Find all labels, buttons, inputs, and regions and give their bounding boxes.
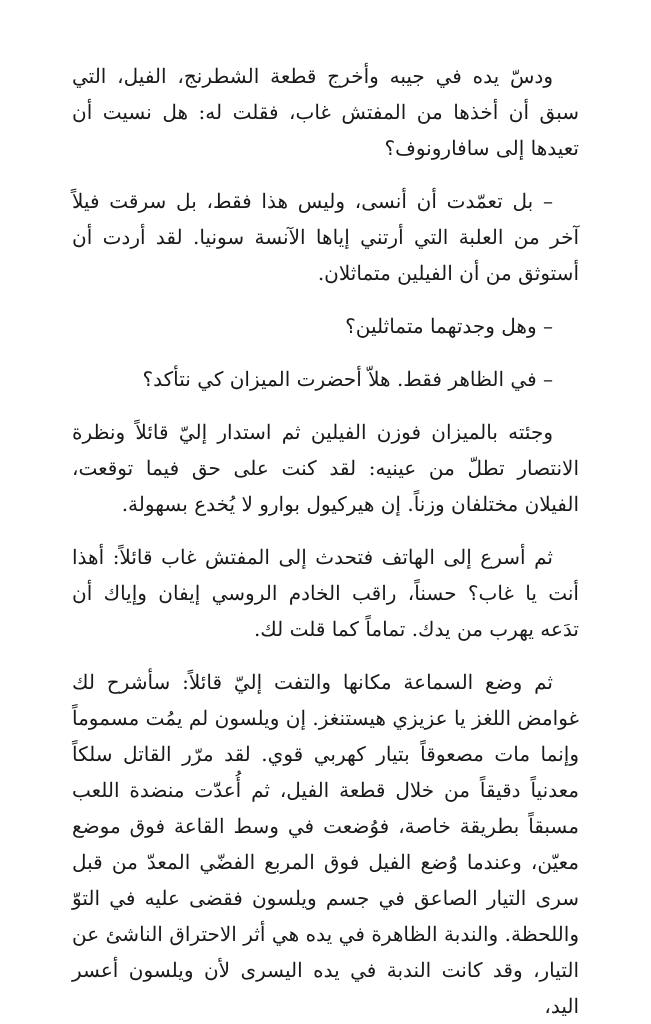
paragraph-narration: ودسّ يده في جيبه وأخرج قطعة الشطرنج، الفيل، التي سبق أن أخذها من المفتش غاب، فقلت له: هل نسيت أن تعيدها إلى سافارونوف؟ <box>72 64 579 160</box>
paragraph-dialogue: – بل تعمّدت أن أنسى، وليس هذا فقط، بل سرقت فيلاً آخر من العلبة التي أرتني إياها الآنسة سونيا. لقد أردت أن أستوثق من أن الفيلين متماثلان. <box>72 189 579 285</box>
paragraph-narration: ثم أسرع إلى الهاتف فتحدث إلى المفتش غاب قائلاً: أهذا أنت يا غاب؟ حسناً، راقب الخادم الروسي إيفان وإياك أن تدَعه يهرب من يدك. تماماً كما قلت لك. <box>72 545 579 641</box>
paragraph-dialogue: – في الظاهر فقط. هلاّ أحضرت الميزان كي نتأكد؟ <box>142 367 553 391</box>
paragraph-dialogue: – وهل وجدتهما متماثلين؟ <box>345 314 553 338</box>
paragraph-narration: وجئته بالميزان فوزن الفيلين ثم استدار إليّ قائلاً ونظرة الانتصار تطلّ من عينيه: لقد كنت على حق فيما توقعت، الفيلان مختلفان وزناً. إن هيركيول بوارو لا يُخدع بسهولة. <box>72 420 579 516</box>
paragraph-narration: ثم وضع السماعة مكانها والتفت إليّ قائلاً: سأشرح لك غوامض اللغز يا عزيزي هيستنغز. إن ويلسون لم يمُت مسموماً وإنما مات مصعوقاً بتيار كهربي قوي. لقد مرّر القاتل سلكاً معدنياً دقيقاً من خلال قطعة الفيل، ثم أُعدّت منضدة اللعب مسبقاً بطريقة خاصة، فوُضعت في وسط القاعة فوق موضع معيّن، وعندما وُضع الفيل فوق المربع الفضّي المعدّ من قبل سرى التيار الصاعق في جسم ويلسون فقضى عليه في التوّ واللحظة. والندبة الظاهرة في يده هي أثر الاحتراق الناشئ عن التيار، وقد كانت الندبة في يده اليسرى لأن ويلسون أعسر اليد، <box>72 670 579 1018</box>
